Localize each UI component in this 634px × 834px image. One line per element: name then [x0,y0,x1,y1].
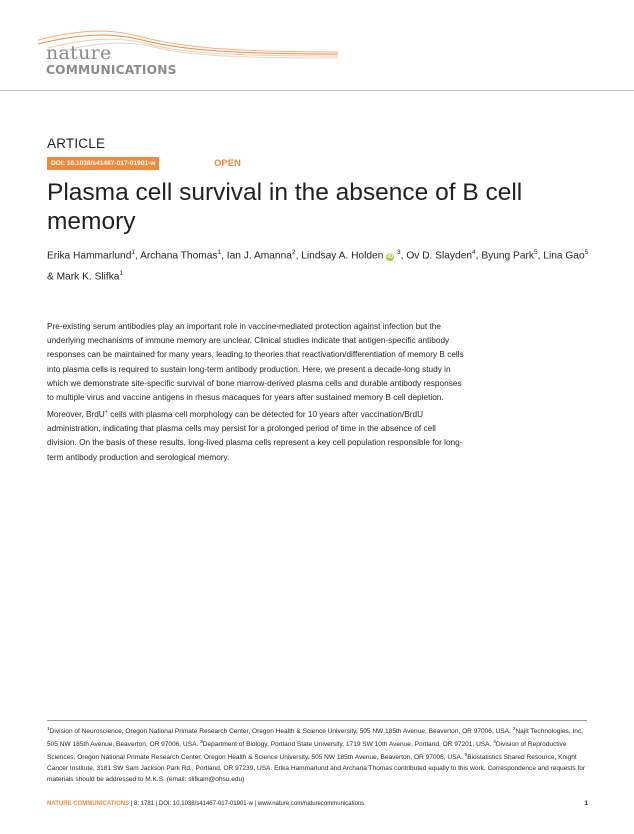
footer-citation: | 8: 1781 [129,801,156,807]
author-affiliation-number: 2 [291,249,296,256]
author-affiliation-number: 4 [472,249,476,256]
affiliation-text: Biostatistics Shared Resource, Knight Cancer Institute, 3181 SW Sam Jackson Park Rd., Portland, OR 97239, USA. [47,754,577,772]
author-affiliation-number: 3 [397,249,401,256]
affiliation-number: 5 [464,752,468,758]
author-name[interactable]: Mark K. Slifka [56,271,120,283]
footnote-rule [47,720,587,721]
abstract-text-2: cells with plasma cell morphology can be detected for 10 years after vaccination/BrdU administration, indicating that plasma cells may persist for a prolonged period of time in the absence of cell division. On the basis of these results, long-lived plasma cells represent a key cell population responsible for long-term antibody production and serological memory. [47,409,463,462]
affiliation-text: Division of Neuroscience, Oregon National Primate Research Center, Oregon Health & Science University, 505 NW 185th Avenue, Beaverton, OR 97006, USA. [49,728,511,736]
article-title: Plasma cell survival in the absence of B cell memory [47,179,523,235]
affiliation-text: Division of Reproductive Sciences, Oregon National Primate Research Center, Oregon Health & Science University, 505 NW 185th Avenue, Beaverton, OR 97006, USA. [47,741,567,762]
logo-communications: COMMUNICATIONS [46,63,177,77]
author-name[interactable]: Lindsay A. Holden [301,250,384,262]
orcid-icon[interactable]: iD [387,254,394,261]
affiliation-text: Najít Technologies, Inc, 505 NW 185th Avenue, Beaverton, OR 97006, USA. [47,728,583,749]
contribution-note: Erika Hammarlund and Archana Thomas contributed equally to this work. Correspondence and requests for materials should be addressed to M.K.S. (email: [47,764,586,783]
author-separator: , [221,250,227,262]
footer-doi-url[interactable]: | DOI: 10.1038/s41467-017-01901-w | www.nature.com/naturecommunications [155,801,365,807]
author-name[interactable]: Ov D. Slayden [406,250,473,262]
footer-journal-name: NATURE COMMUNICATIONS [47,801,130,807]
affiliation-number: 4 [493,739,496,745]
header-rule [0,90,634,91]
abstract [47,320,465,465]
author-separator-last: & [47,271,57,283]
author-name[interactable]: Ian J. Amanna [226,250,292,262]
affiliation-number: 2 [512,727,516,732]
correspondence-email-link[interactable]: slifkam@ohsu.edu [188,775,243,783]
author-list [47,244,592,287]
author-affiliation-number: 5 [584,249,589,256]
affiliation-footnotes [47,725,592,786]
author-name[interactable]: Lina Gao [543,250,585,262]
author-name[interactable]: Archana Thomas [140,250,218,262]
author-affiliation-number: 5 [534,249,538,256]
doi-badge[interactable]: DOI: 10.1038/s41467-017-01901-w [47,157,159,170]
affiliation-number: 1 [47,727,50,732]
abstract-superscript: + [104,409,108,416]
author-affiliation-number: 1 [217,249,222,256]
author-separator: , [134,250,141,262]
abstract-text-1: Pre-existing serum antibodies play an important role in vaccine-mediated protection against infection but the underlying mechanisms of immune memory are unclear. Clinical studies indicate that antigen-specific antibody responses can be maintained for many years, leading to theories that reactivation/differentiation of memory B cells into plasma cells is required to sustain long-term antibody production. Here, we present a decade-long study in which we demonstrate site-specific survival of bone marrow-derived plasma cells and durable antibody responses to multiple virus and vaccine antigens in rhesus macaques for years after sustained memory B cell depletion. Moreover, BrdU [47,322,464,419]
article-type-label: ARTICLE [47,136,106,151]
author-name[interactable]: Byung Park [481,250,534,262]
affiliation-number: 3 [200,739,203,745]
affiliation-text: Department of Biology, Portland State University, 1719 SW 10th Avenue, Portland, OR 97201, USA. [202,741,492,749]
page-number: 1 [584,800,588,807]
author-separator: , [475,250,482,262]
logo-nature: nature [46,42,112,64]
author-separator: , [295,250,302,262]
page-footer [47,799,592,809]
author-name[interactable]: Erika Hammarlund [47,250,132,262]
author-separator: , [400,250,407,262]
author-affiliation-number: 1 [131,249,135,256]
open-access-label: OPEN [214,158,241,169]
author-affiliation-number: 1 [119,270,124,278]
contribution-note-end: ) [242,775,245,783]
author-separator: , [537,250,544,262]
